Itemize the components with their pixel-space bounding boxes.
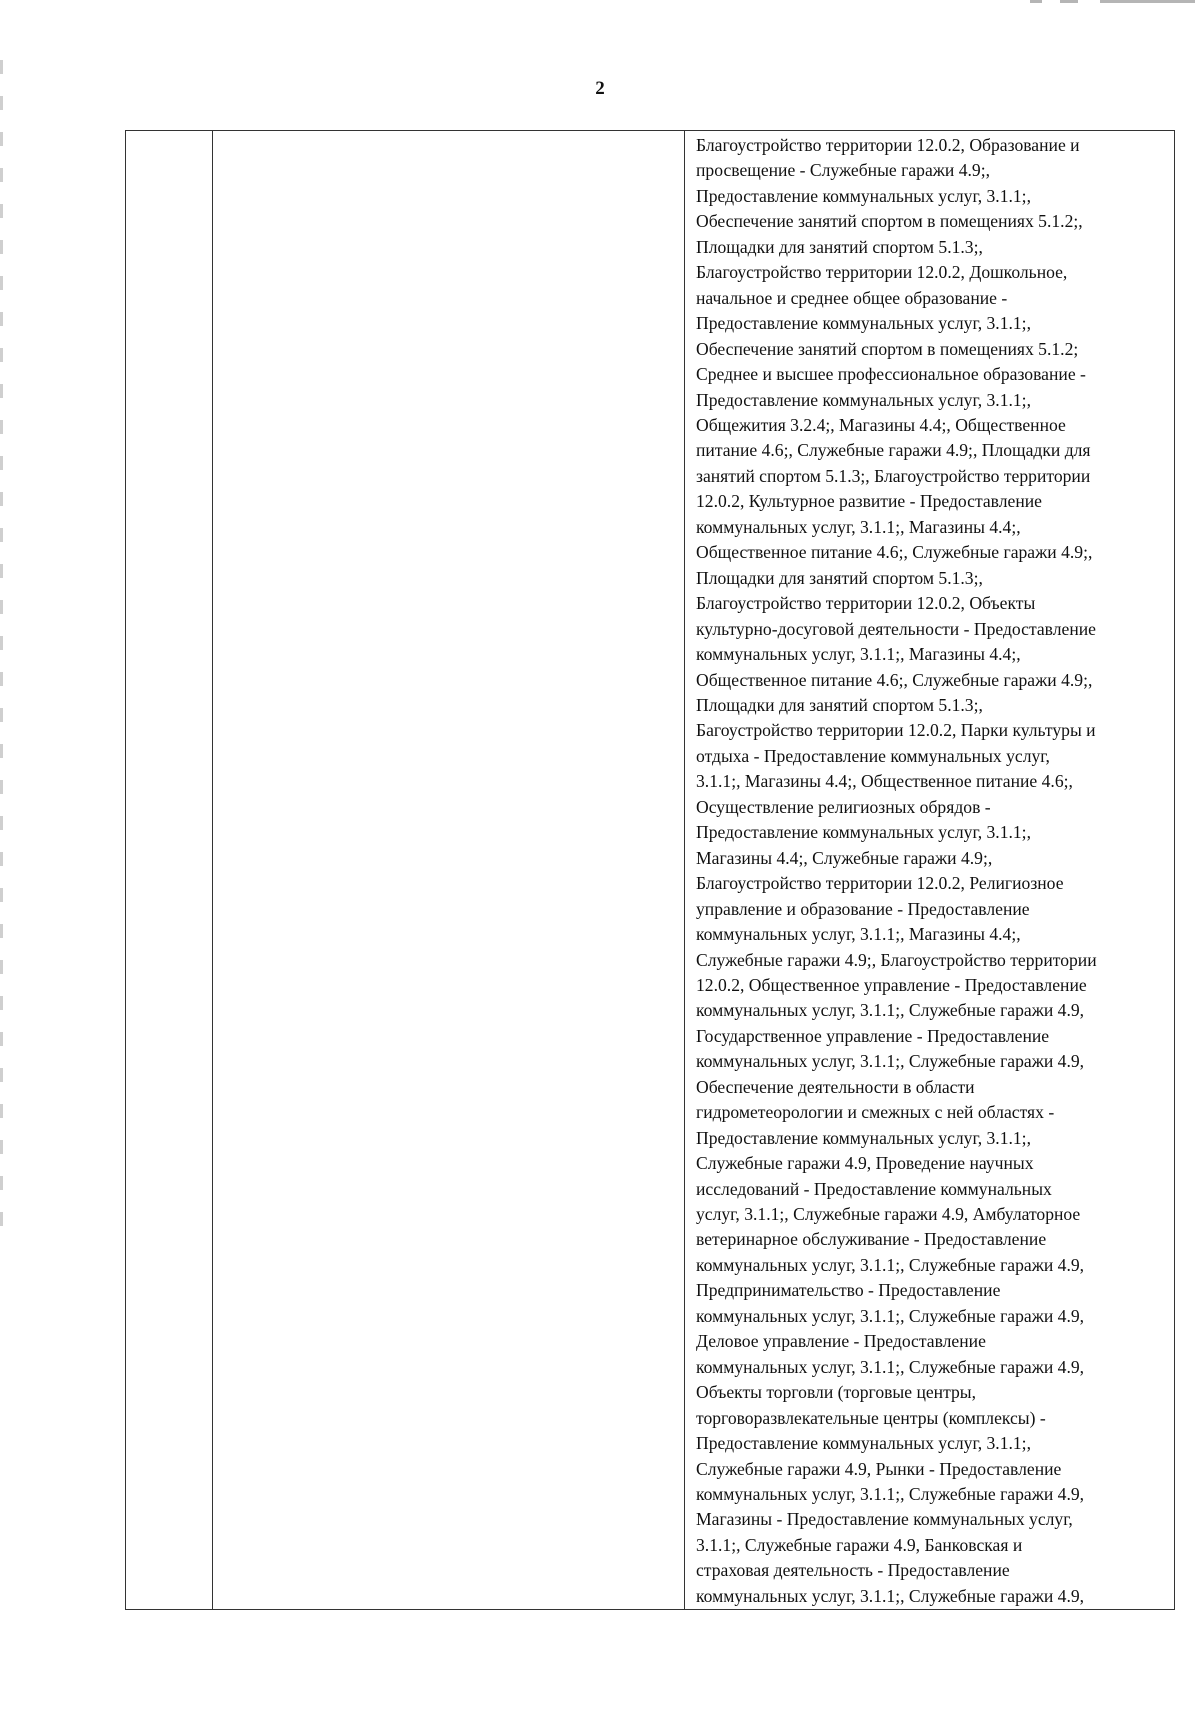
scan-artifact-top-right — [1020, 0, 1200, 6]
text-line: коммунальных услуг, 3.1.1;, Служебные гаражи 4.9, — [696, 1356, 1085, 1377]
text-line: Благоустройство территории 12.0.2, Религиозное — [696, 873, 1064, 894]
text-line: управление и образование - Предоставление — [696, 898, 1030, 919]
text-line: коммунальных услуг, 3.1.1;, Магазины 4.4;, — [696, 516, 1021, 537]
text-line: Объекты торговли (торговые центры, — [696, 1382, 977, 1403]
regulations-table — [125, 130, 1175, 1610]
text-line: занятий спортом 5.1.3;, Благоустройство территории — [696, 465, 1091, 486]
text-line: торговоразвлекательные центры (комплексы) - — [696, 1407, 1046, 1428]
text-line: Магазины 4.4;, Служебные гаражи 4.9;, — [696, 847, 993, 868]
text-line: начальное и среднее общее образование - — [696, 287, 1008, 308]
text-line: Служебные гаражи 4.9, Проведение научных — [696, 1153, 1034, 1174]
text-line: коммунальных услуг, 3.1.1;, Служебные гаражи 4.9, — [696, 1585, 1085, 1606]
text-line: исследований - Предоставление коммунальных — [696, 1178, 1052, 1199]
text-line: Общественное питание 4.6;, Служебные гаражи 4.9;, — [696, 669, 1093, 690]
text-line: услуг, 3.1.1;, Служебные гаражи 4.9, Амбулаторное — [696, 1204, 1081, 1225]
text-line: гидрометеорологии и смежных с ней областях - — [696, 1102, 1055, 1123]
text-line: Предоставление коммунальных услуг, 3.1.1;, — [696, 822, 1031, 843]
text-line: коммунальных услуг, 3.1.1;, Магазины 4.4;, — [696, 644, 1021, 665]
text-line: коммунальных услуг, 3.1.1;, Служебные гаражи 4.9, — [696, 1000, 1085, 1021]
table-cell-permitted-uses — [685, 131, 1175, 1610]
text-line: коммунальных услуг, 3.1.1;, Служебные гаражи 4.9, — [696, 1254, 1085, 1275]
text-line: Благоустройство территории 12.0.2, Дошкольное, — [696, 262, 1068, 283]
text-line: Площадки для занятий спортом 5.1.3;, — [696, 567, 983, 588]
text-line: Предпринимательство - Предоставление — [696, 1280, 1001, 1301]
text-line: Деловое управление - Предоставление — [696, 1331, 986, 1352]
text-line: Магазины - Предоставление коммунальных услуг, — [696, 1509, 1073, 1530]
text-line: отдыха - Предоставление коммунальных услуг, — [696, 745, 1050, 766]
text-line: Благоустройство территории 12.0.2, Образование и — [696, 135, 1080, 155]
table-row — [126, 131, 1175, 1610]
text-line: Общежития 3.2.4;, Магазины 4.4;, Общественное — [696, 414, 1066, 435]
scan-artifact-left-edge — [0, 60, 3, 1240]
text-line: Служебные гаражи 4.9;, Благоустройство территории — [696, 949, 1097, 970]
text-line: страховая деятельность - Предоставление — [696, 1560, 1010, 1581]
text-line: Предоставление коммунальных услуг, 3.1.1;, — [696, 1433, 1031, 1454]
text-line: Предоставление коммунальных услуг, 3.1.1;, — [696, 389, 1031, 410]
text-line: ветеринарное обслуживание - Предоставление — [696, 1229, 1047, 1250]
text-line: Предоставление коммунальных услуг, 3.1.1;, — [696, 185, 1031, 206]
text-line: культурно-досуговой деятельности - Предоставление — [696, 618, 1096, 639]
text-line: питание 4.6;, Служебные гаражи 4.9;, Площадки для — [696, 440, 1091, 461]
text-line: Обеспечение деятельности в области — [696, 1076, 975, 1097]
text-line: Общественное питание 4.6;, Служебные гаражи 4.9;, — [696, 542, 1093, 563]
text-line: Обеспечение занятий спортом в помещениях 5.1.2; — [696, 338, 1079, 359]
text-line: Предоставление коммунальных услуг, 3.1.1;, — [696, 1127, 1031, 1148]
text-line: 3.1.1;, Магазины 4.4;, Общественное питание 4.6;, — [696, 771, 1073, 792]
text-line: коммунальных услуг, 3.1.1;, Служебные гаражи 4.9, — [696, 1484, 1085, 1505]
text-line: Благоустройство территории 12.0.2, Объекты — [696, 593, 1036, 614]
text-line: Багоустройство территории 12.0.2, Парки культуры и — [696, 720, 1096, 741]
text-line: Площадки для занятий спортом 5.1.3;, — [696, 236, 983, 257]
text-line: просвещение - Служебные гаражи 4.9;, — [696, 160, 991, 181]
permitted-uses-text — [685, 131, 1174, 1609]
text-line: Осуществление религиозных обрядов - — [696, 796, 991, 817]
text-line: коммунальных услуг, 3.1.1;, Служебные гаражи 4.9, — [696, 1305, 1085, 1326]
text-line: 12.0.2, Общественное управление - Предоставление — [696, 974, 1087, 995]
table-cell-zone — [213, 131, 685, 1610]
table-cell-number — [126, 131, 213, 1610]
text-line: Обеспечение занятий спортом в помещениях 5.1.2;, — [696, 211, 1083, 232]
text-line: Среднее и высшее профессиональное образование - — [696, 364, 1086, 385]
text-line: коммунальных услуг, 3.1.1;, Служебные гаражи 4.9, — [696, 1051, 1085, 1072]
text-line: 12.0.2, Культурное развитие - Предоставление — [696, 491, 1042, 512]
text-line: Предоставление коммунальных услуг, 3.1.1;, — [696, 313, 1031, 334]
text-line: Площадки для занятий спортом 5.1.3;, — [696, 694, 983, 715]
text-line: 3.1.1;, Служебные гаражи 4.9, Банковская и — [696, 1534, 1023, 1555]
text-line: коммунальных услуг, 3.1.1;, Магазины 4.4;, — [696, 924, 1021, 945]
page-number: 2 — [595, 78, 605, 99]
text-line: Государственное управление - Предоставление — [696, 1025, 1050, 1046]
text-line: Служебные гаражи 4.9, Рынки - Предоставление — [696, 1458, 1062, 1479]
